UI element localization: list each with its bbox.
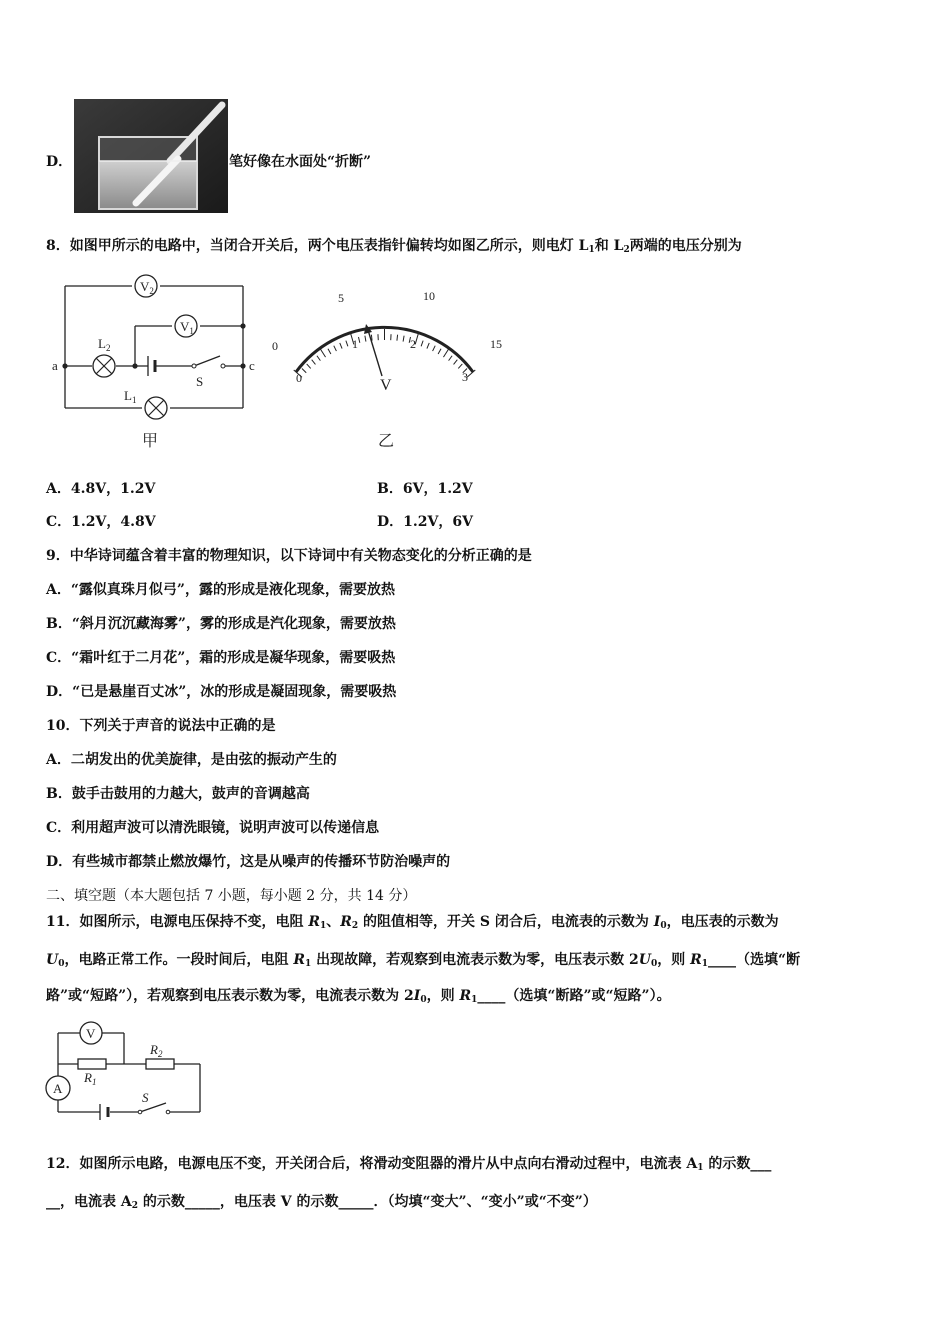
- sub-1: 1: [471, 995, 478, 1005]
- q8-stem-part: 和 L: [594, 238, 624, 254]
- dial-tick: [403, 336, 404, 342]
- section-heading: 二、填空题（本大题包括 7 小题，每小题 2 分，共 14 分）: [46, 888, 417, 904]
- q7-option-d-text: 笔好像在水面处“折断”: [229, 154, 372, 170]
- dial-tick: [307, 364, 311, 368]
- circuit-diagram-q11: [40, 1016, 210, 1120]
- sub-1: 1: [320, 921, 327, 931]
- q11-line-1: [46, 912, 779, 936]
- var-i: I: [413, 988, 421, 1004]
- var-r: R: [459, 988, 472, 1004]
- q12-text: 12．如图所示电路，电源电压不变，开关闭合后，将滑动变阻器的滑片从中点向右滑动过程中，电流表 A: [46, 1156, 698, 1172]
- q11-text: ____（选填“断路”或“短路”）。: [477, 988, 671, 1004]
- dial-tick: [454, 360, 458, 365]
- outer-scale-5: 5: [338, 291, 344, 305]
- dial-tick: [427, 343, 429, 349]
- q10-option-a: A．二胡发出的优美旋律，是由弦的振动产生的: [46, 752, 337, 768]
- option-text: 1.2V，6V: [403, 514, 473, 530]
- q11-text: ，则: [657, 952, 691, 968]
- figure-caption-jia: 甲: [142, 433, 159, 450]
- q11-text: 出现故障，若观察到电流表示数为零，电压表示数 2: [311, 952, 639, 968]
- q8-option-c: [46, 512, 156, 532]
- q10-option-c: C．利用超声波可以清洗眼镜，说明声波可以传递信息: [46, 820, 380, 836]
- var-u: U: [638, 952, 651, 968]
- sub-0: 0: [650, 959, 658, 969]
- q11-text: ，电路正常工作。一段时间后，电阻: [64, 952, 294, 968]
- dial-tick: [421, 341, 423, 347]
- dial-tick: [443, 348, 449, 357]
- lamp-l1-icon: [145, 397, 167, 419]
- inner-scale-3: 3: [462, 370, 468, 384]
- q11-line-3: [46, 986, 671, 1010]
- resistor-r2-label: $R_2$: [150, 1042, 163, 1059]
- node-a-label: a: [52, 358, 58, 373]
- var-r: R: [690, 952, 702, 968]
- resistor-r1-label: $R_1$: [84, 1070, 97, 1087]
- dial-tick: [302, 369, 306, 373]
- sub-0: 0: [660, 921, 667, 931]
- voltmeter-dial-yi: [268, 282, 513, 457]
- q9-option-a: A．“露似真珠月似弓”，露的形成是液化现象，需要放热: [46, 582, 395, 598]
- var-r: R: [293, 952, 305, 968]
- dial-tick: [328, 349, 331, 354]
- node-c-label: c: [249, 358, 255, 373]
- dial-tick: [334, 346, 337, 351]
- var-u: U: [46, 952, 59, 968]
- q10-option-b: B．鼓手击鼓用的力越大，鼓声的音调越高: [46, 786, 310, 802]
- dial-tick: [438, 349, 441, 354]
- q9-option-c: C．“霜叶红于二月花”，霜的形成是凝华现象，需要吸热: [46, 650, 396, 666]
- option-text: 6V，1.2V: [402, 481, 473, 497]
- q10-option-d: D．有些城市都禁止燃放爆竹，这是从噪声的传播环节防治噪声的: [46, 854, 451, 870]
- q8-stem-part: 两端的电压分别为: [629, 238, 742, 254]
- dial-tick: [458, 364, 462, 368]
- dial-tick: [320, 348, 326, 357]
- outer-scale-0: 0: [272, 339, 278, 353]
- switch-s-label: S: [142, 1090, 149, 1105]
- dial-tick: [397, 335, 398, 341]
- var-i: I: [653, 914, 661, 930]
- voltmeter-v1-label: $V_1$: [180, 319, 194, 336]
- inner-scale-1: 1: [352, 337, 358, 351]
- switch-s-label: S: [196, 374, 204, 389]
- dial-tick: [317, 356, 320, 361]
- lamp-l2-label: $L_2$: [98, 336, 111, 353]
- q12-line-1: [46, 1154, 771, 1178]
- sub-1: 1: [588, 245, 595, 255]
- needle-pointer-icon: [364, 324, 382, 376]
- q11-text: ____（选填“断: [708, 952, 801, 968]
- sub-1: 1: [305, 959, 312, 969]
- q8-option-a: [46, 479, 155, 499]
- q11-text: 11．如图所示，电源电压保持不变，电阻: [46, 914, 309, 930]
- option-label: B．: [377, 481, 403, 497]
- dial-tick: [358, 337, 359, 343]
- dial-tick: [449, 356, 452, 361]
- q9-option-d: D．“已是悬崖百丈冰”，冰的形成是凝固现象，需要吸热: [46, 684, 397, 700]
- dial-tick: [312, 360, 316, 365]
- sub-0: 0: [58, 959, 65, 969]
- q12-text: __，电流表 A: [46, 1194, 132, 1210]
- circuit-diagram-jia: [44, 270, 274, 455]
- sub-0: 0: [420, 995, 427, 1005]
- inner-scale-2: 2: [410, 337, 416, 351]
- q9-stem: 9．中华诗词蕴含着丰富的物理知识，以下诗词中有关物态变化的分析正确的是: [46, 548, 532, 564]
- q11-text: ，电压表的示数为: [666, 914, 779, 930]
- q12-text: 的示数_____，电压表 V 的示数_____．（均填“变大”、“变小”或“不变”）: [138, 1194, 597, 1210]
- option-label: A．: [46, 481, 71, 497]
- figure-caption-yi: 乙: [378, 433, 395, 450]
- q12-text: 的示数___: [703, 1156, 772, 1172]
- q11-text: ，则: [426, 988, 460, 1004]
- q8-option-d: [377, 512, 473, 532]
- sub-1: 1: [697, 1163, 704, 1173]
- q12-line-2: [46, 1192, 597, 1216]
- lamp-l1-label: $L_1$: [124, 388, 137, 405]
- var-r: R: [308, 914, 320, 930]
- dial-tick: [433, 346, 436, 351]
- sub-2: 2: [623, 245, 630, 255]
- var-r: R: [340, 914, 352, 930]
- q8-stem-part: 8．如图甲所示的电路中，当闭合开关后，两个电压表指针偏转均如图乙所示，则电灯 L: [46, 238, 589, 254]
- dial-tick: [340, 343, 342, 349]
- dial-tick: [346, 341, 348, 347]
- option-label: C．: [46, 514, 72, 530]
- pencil-in-water-photo: [74, 99, 228, 213]
- q11-line-2: [46, 950, 800, 974]
- q10-stem: 10．下列关于声音的说法中正确的是: [46, 718, 276, 734]
- inner-scale-0: 0: [296, 371, 302, 385]
- voltmeter-label: V: [86, 1026, 96, 1041]
- q11-text: 的阻值相等，开关 S 闭合后，电流表的示数为: [358, 914, 654, 930]
- ammeter-label: A: [53, 1081, 63, 1096]
- option-text: 4.8V，1.2V: [70, 481, 156, 497]
- voltmeter-v2-label: $V_2$: [140, 279, 154, 296]
- q9-option-b: B．“斜月沉沉藏海雾”，雾的形成是汽化现象，需要放热: [46, 616, 396, 632]
- outer-scale-15: 15: [490, 337, 502, 351]
- q8-option-b: [377, 479, 473, 499]
- meter-symbol-v: V: [380, 377, 392, 394]
- outer-scale-10: 10: [423, 289, 435, 303]
- sub-2: 2: [351, 921, 359, 931]
- q7-option-d-label: D．: [46, 154, 73, 170]
- sub-2: 2: [131, 1201, 139, 1211]
- option-text: 1.2V，4.8V: [71, 514, 156, 530]
- sub-1: 1: [701, 959, 709, 969]
- q11-text: 路”或“短路”），若观察到电压表示数为零，电流表示数为 2: [46, 988, 414, 1004]
- q11-text: 、: [326, 914, 341, 930]
- q8-stem: [46, 236, 742, 260]
- option-label: D．: [377, 514, 404, 530]
- dial-tick: [365, 336, 366, 342]
- lamp-l2-icon: [93, 355, 115, 377]
